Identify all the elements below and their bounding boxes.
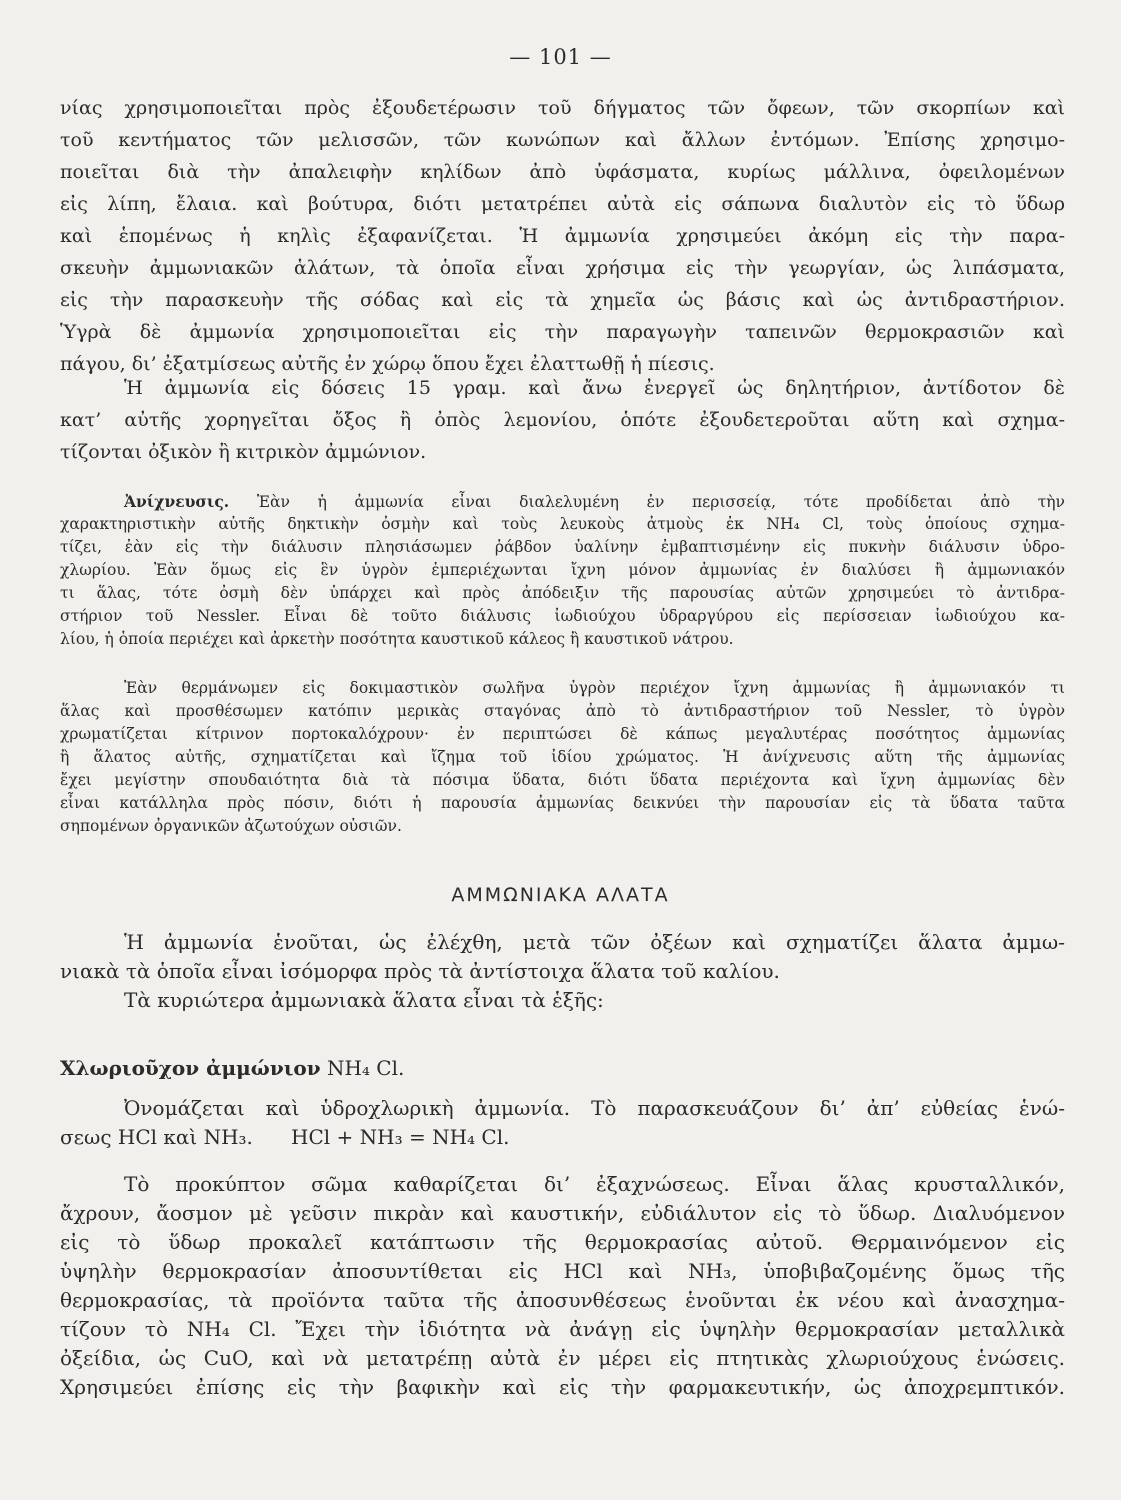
text-line: ποιεῖται διὰ τὴν ἀπαλειφὴν κηλίδων ἀπὸ ὑφάσματα, κυρίως μάλλινα, ὀφειλομένων	[60, 161, 1065, 183]
paragraph-7	[60, 1094, 1065, 1152]
text-line	[60, 490, 1065, 513]
paragraph-2	[60, 372, 1065, 468]
text-line: Ἡ ἀμμωνία εἰς δόσεις 15 γραμ. καὶ ἄνω ἐνεργεῖ ὡς δηλητήριον, ἀντίδοτον δὲ	[124, 377, 1065, 399]
text-line: τίζουν τὸ NH₄ Cl. Ἔχει τὴν ἰδιότητα νὰ ἀνάγῃ εἰς ὑψηλὴν θερμοκρασίαν μεταλλικὰ	[60, 1317, 1065, 1341]
text-line: εἰς λίπη, ἔλαια. καὶ βούτυρα, διότι μετατρέπει αὐτὰ εἰς σάπωνα διαλυτὸν εἰς τὸ ὕδωρ	[60, 193, 1065, 215]
text-line: νιακὰ τὰ ὁποῖα εἶναι ἰσόμορφα πρὸς τὰ ἀντίστοιχα ἅλατα τοῦ καλίου.	[60, 959, 780, 983]
text-line: τοῦ κεντήματος τῶν μελισσῶν, τῶν κωνώπων καὶ ἄλλων ἐντόμων. Ἐπίσης χρησιμο-	[60, 129, 1065, 151]
text-line: Ἡ ἀμμωνία ἑνοῦται, ὡς ἐλέχθη, μετὰ τῶν ὀξέων καὶ σχηματίζει ἅλατα ἀμμω-	[124, 930, 1065, 954]
text-line: σηπομένων ὀργανικῶν ἀζωτούχων οὐσιῶν.	[60, 817, 402, 835]
text-line: τίζει, ἐὰν εἰς τὴν διάλυσιν πλησιάσωμεν ῥάβδον ὑαλίνην ἐμβαπτισμένην εἰς πυκνὴν διάλυσιν ὑδρο-	[60, 538, 1065, 556]
paragraph-5	[60, 928, 1065, 1015]
text-line: λίου, ἡ ὁποία περιέχει καὶ ἀρκετὴν ποσότητα καυστικοῦ κάλεος ἢ καυστικοῦ νάτρου.	[60, 630, 734, 648]
text-line: εἰς τὸ ὕδωρ προκαλεῖ κατάπτωσιν τῆς θερμοκρασίας αὐτοῦ. Θερμαινόμενον εἰς	[60, 1230, 1065, 1254]
paragraph-1	[60, 92, 1065, 380]
compound-subheading	[60, 1053, 404, 1083]
text-line: τίζονται ὀξικὸν ἢ κιτρικὸν ἀμμώνιον.	[60, 441, 427, 463]
text-line: ἄχρουν, ἄοσμον μὲ γεῦσιν πικρὰν καὶ καυστικήν, εὐδιάλυτον εἰς τὸ ὕδωρ. Διαλυόμενον	[60, 1201, 1065, 1225]
text-line: χλωρίου. Ἐὰν ὅμως εἰς ἓν ὑγρὸν ἐμπεριέχωνται ἴχνη μόνον ἀμμωνίας ἐν διαλύσει ἢ ἀμμωνιακόν	[60, 561, 1065, 579]
section-heading: ΑΜΜΩΝΙΑΚΑ ΑΛΑΤΑ	[451, 884, 670, 906]
text-line: σεως HCl καὶ NH₃. HCl + NH₃ = NH₄ Cl.	[60, 1125, 510, 1149]
text-line: Χρησιμεύει ἐπίσης εἰς τὴν βαφικὴν καὶ εἰς τὴν φαρμακευτικήν, ὡς ἀποχρεμπτικόν.	[60, 1375, 1065, 1399]
text-line: πάγου, δι’ ἐξατμίσεως αὐτῆς ἐν χώρῳ ὅπου ἔχει ἐλαττωθῇ ἡ πίεσις.	[60, 353, 715, 375]
text-line: ἢ ἅλατος αὐτῆς, σχηματίζεται καὶ ἴζημα τοῦ ἰδίου χρώματος. Ἡ ἀνίχνευσις αὕτη τῆς ἀμμωνίας	[60, 748, 1065, 766]
text-line: θερμοκρασίας, τὰ προϊόντα ταῦτα τῆς ἀποσυνθέσεως ἑνοῦνται ἐκ νέου καὶ ἀνασχημα-	[60, 1288, 1065, 1312]
text-line: τι ἅλας, τότε ὀσμὴ δὲν ὑπάρχει καὶ πρὸς ἀπόδειξιν τῆς παρουσίας αὐτῶν χρησιμεύει τὸ ἀντιδρα-	[60, 584, 1065, 602]
text-line: στήριον τοῦ Nessler. Εἶναι δὲ τοῦτο διάλυσις ἰωδιούχου ὑδραργύρου εἰς περίσσειαν ἰωδιούχου κα-	[60, 607, 1065, 625]
text-line: ὑψηλὴν θερμοκρασίαν ἀποσυντίθεται εἰς HCl καὶ NH₃, ὑποβιβαζομένης ὅμως τῆς	[60, 1259, 1065, 1283]
text-line: εἰς τὴν παρασκευὴν τῆς σόδας καὶ εἰς τὰ χημεῖα ὡς βάσις καὶ ὡς ἀντιδραστήριον.	[60, 289, 1065, 311]
paragraph-8	[60, 1170, 1065, 1402]
compound-formula: NH₄ Cl.	[326, 1056, 405, 1080]
text-line: Ἐὰν θερμάνωμεν εἰς δοκιμαστικὸν σωλῆνα ὑγρὸν περιέχον ἴχνη ἀμμωνίας ἢ ἀμμωνιακόν τι	[124, 679, 1065, 697]
text-line: ὀξείδια, ὡς CuO, καὶ νὰ μετατρέπῃ αὐτὰ ἐν μέρει εἰς πτητικὰς χλωριούχους ἑνώσεις.	[60, 1346, 1065, 1370]
text-line: Ὑγρὰ δὲ ἀμμωνία χρησιμοποιεῖται εἰς τὴν παραγωγὴν ταπεινῶν θερμοκρασιῶν καὶ	[60, 321, 1065, 343]
text-line: εἶναι κατάλληλα πρὸς πόσιν, διότι ἡ παρουσία ἀμμωνίας δεικνύει τὴν παρουσίαν εἰς τὰ ὕδατα ταῦτα	[60, 794, 1065, 812]
text-line: Ὀνομάζεται καὶ ὑδροχλωρικὴ ἀμμωνία. Τὸ παρασκευάζουν δι’ ἀπ’ εὐθείας ἑνώ-	[124, 1096, 1065, 1120]
text-line: Τὰ κυριώτερα ἀμμωνιακὰ ἅλατα εἶναι τὰ ἑξῆς:	[124, 988, 604, 1012]
text-line: καὶ ἑπομένως ἡ κηλὶς ἐξαφανίζεται. Ἡ ἀμμωνία χρησιμεύει ἀκόμη εἰς τὴν παρα-	[60, 225, 1065, 247]
compound-name: Χλωριοῦχον ἀμμώνιον	[60, 1056, 321, 1080]
text-line: ἔχει μεγίστην σπουδαιότητα διὰ τὰ πόσιμα ὕδατα, διότι ὕδατα περιέχοντα καὶ ἴχνη ἀμμωνίας δὲν	[60, 771, 1065, 789]
paragraph-detection	[60, 490, 1065, 651]
text-line: χαρακτηριστικὴν αὐτῆς δηκτικὴν ὀσμὴν καὶ τοὺς λευκοὺς ἀτμοὺς ἐκ NH₄ Cl, τοὺς ὁποίους σχημα-	[60, 515, 1065, 533]
text-line: σκευὴν ἀμμωνιακῶν ἁλάτων, τὰ ὁποῖα εἶναι χρήσιμα εἰς τὴν γεωργίαν, ὡς λιπάσματα,	[60, 257, 1065, 279]
detection-title: Ἀνίχνευσις.	[124, 492, 230, 511]
text-line: Τὸ προκύπτον σῶμα καθαρίζεται δι’ ἐξαχνώσεως. Εἶναι ἅλας κρυσταλλικόν,	[124, 1172, 1065, 1196]
paragraph-nessler	[60, 677, 1065, 838]
text-line: ἅλας καὶ προσθέσωμεν κατόπιν μερικὰς σταγόνας ἀπὸ τὸ ἀντιδραστήριον τοῦ Nessler, τὸ ὑγρὸν	[60, 702, 1065, 720]
text-line: νίας χρησιμοποιεῖται πρὸς ἐξουδετέρωσιν τοῦ δήγματος τῶν ὄφεων, τῶν σκορπίων καὶ	[60, 97, 1065, 119]
detection-first-line: Ἐὰν ἡ ἀμμωνία εἶναι διαλελυμένη ἐν περισσείᾳ, τότε προδίδεται ἀπὸ τὴν	[256, 493, 1065, 511]
text-line: χρωματίζεται κίτρινον πορτοκαλόχρουν· ἐν περιπτώσει δὲ κάπως μεγαλυτέρας ποσότητος ἀμμωνίας	[60, 725, 1065, 743]
text-line: κατ’ αὐτῆς χορηγεῖται ὄξος ἢ ὀπὸς λεμονίου, ὁπότε ἐξουδετεροῦται αὕτη καὶ σχημα-	[60, 409, 1065, 431]
page-number: — 101 —	[509, 45, 612, 69]
